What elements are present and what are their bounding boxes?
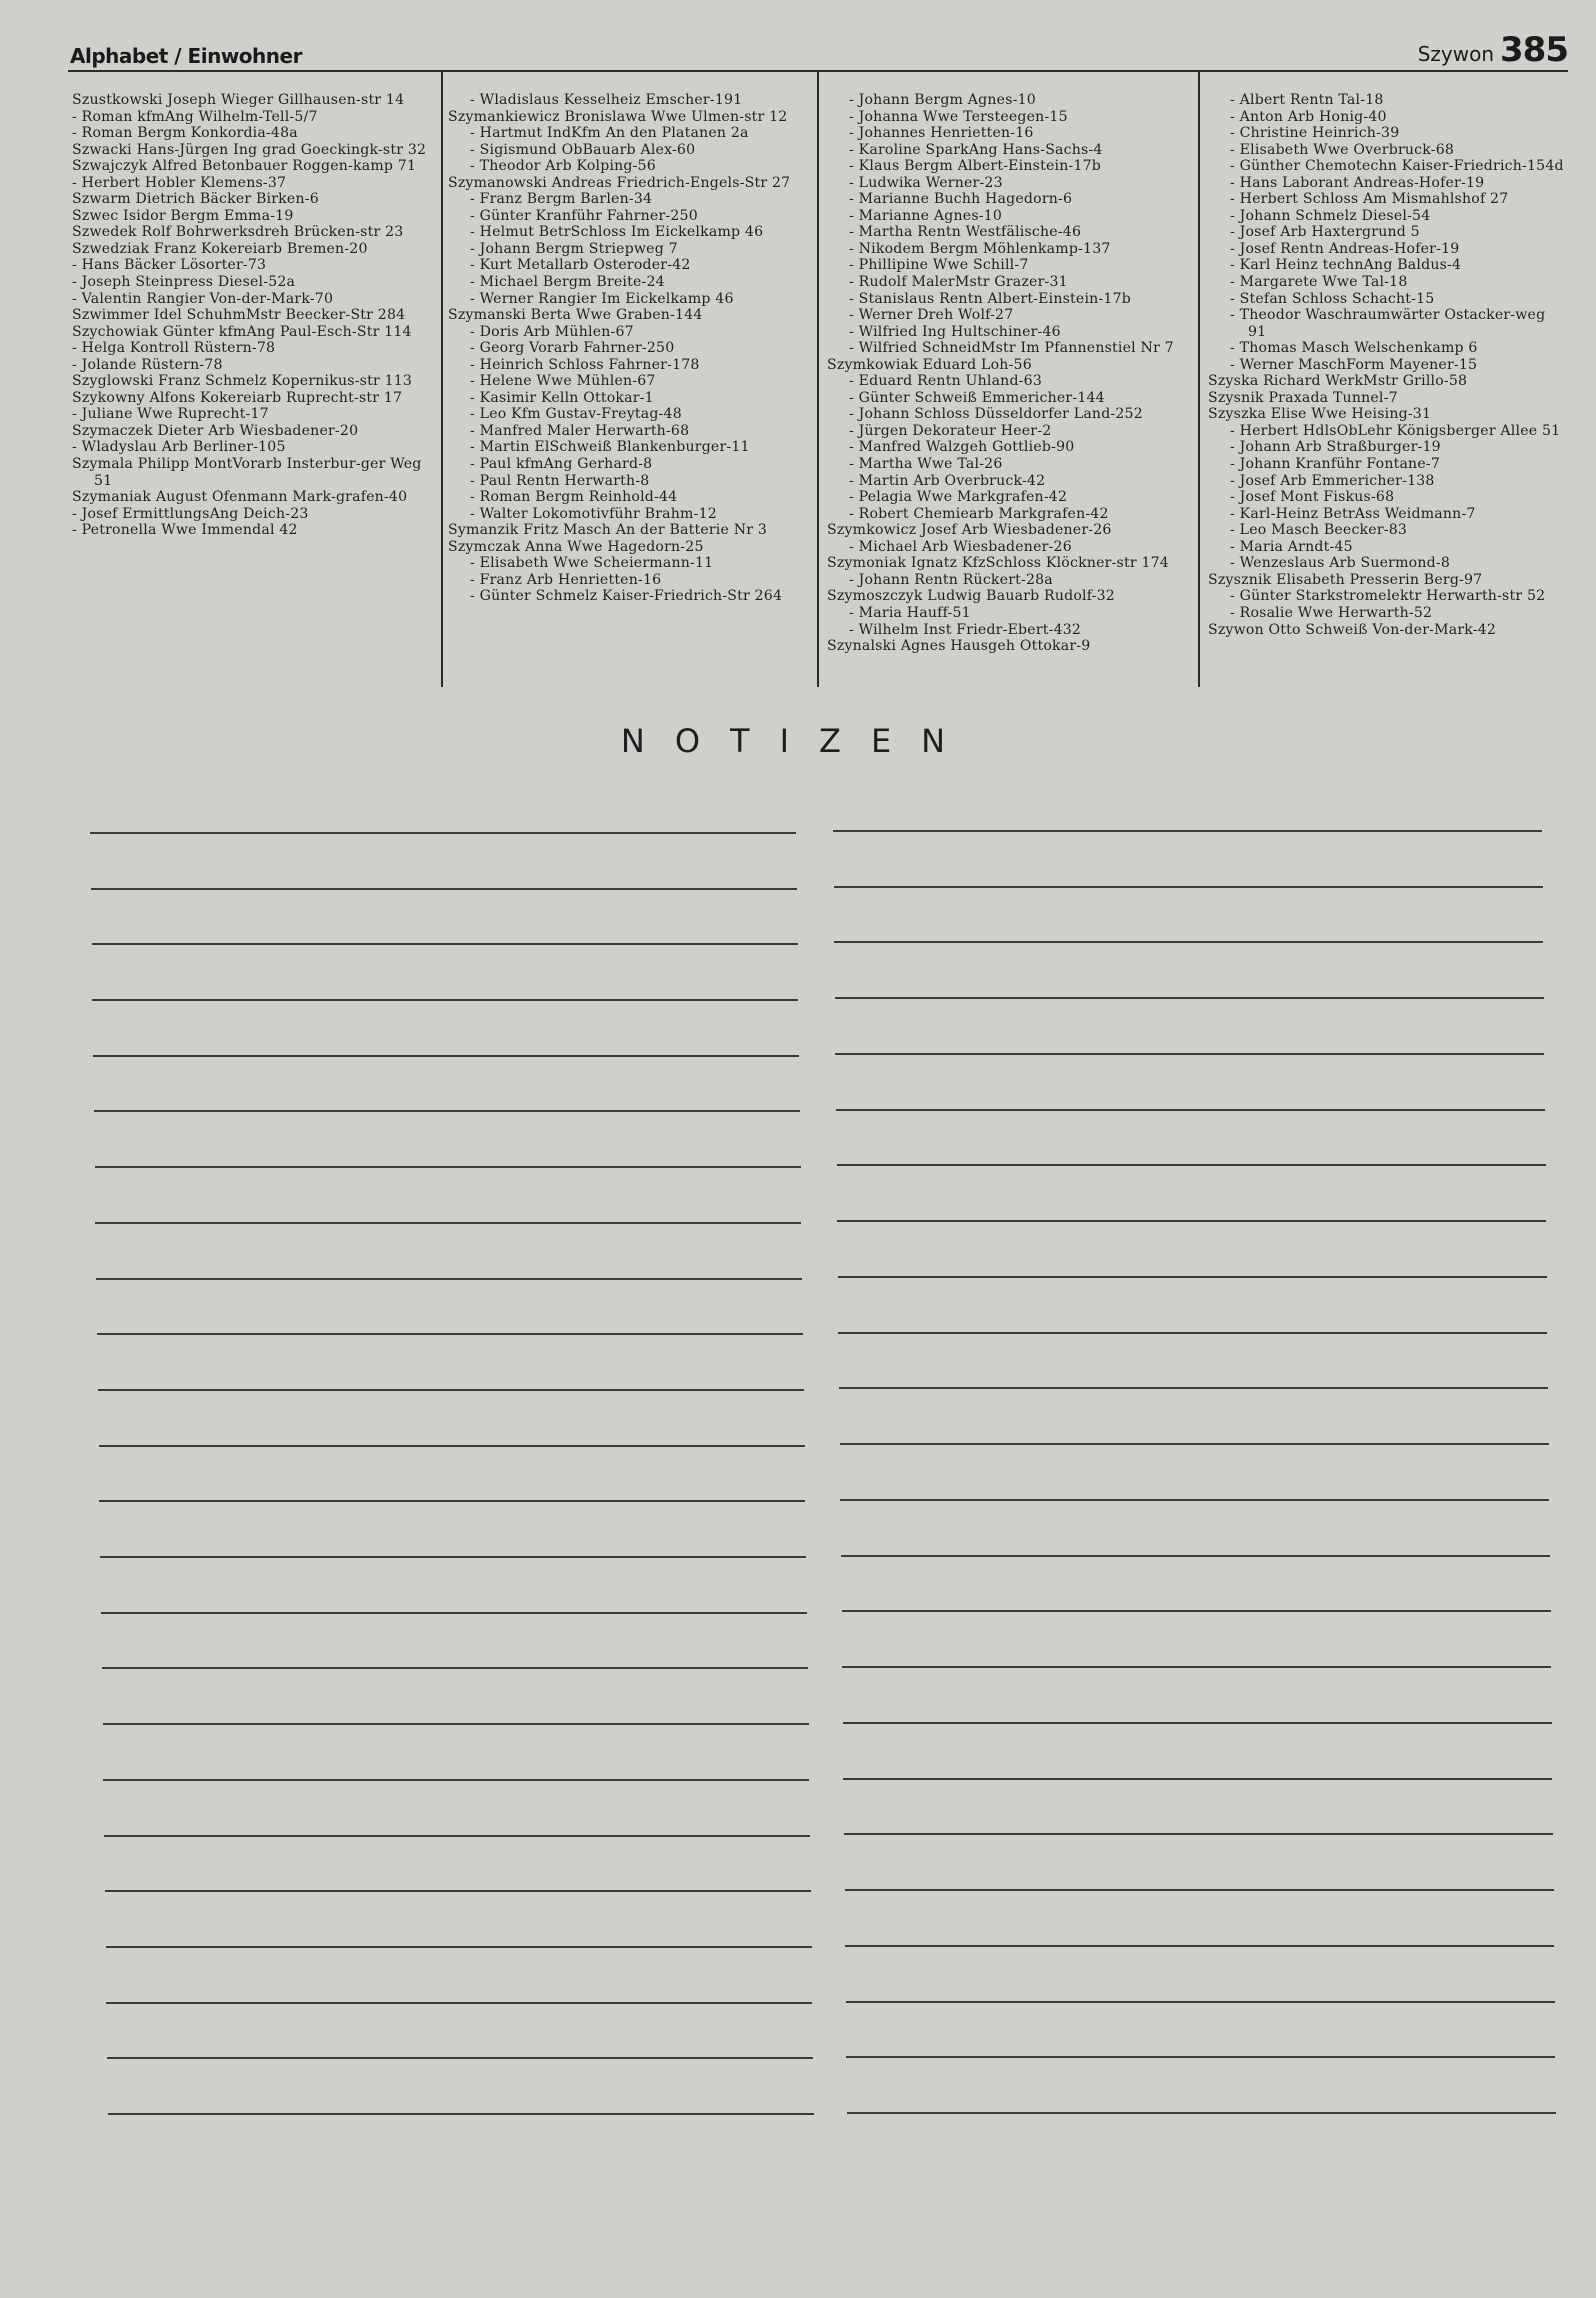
directory-entry: - Rosalie Wwe Herwarth-52 [1230, 604, 1433, 621]
directory-entry: - Günter Starkstromelektr Herwarth-str 52 [1230, 588, 1546, 605]
directory-entry: - Christine Heinrich-39 [1230, 125, 1400, 142]
directory-entry: - Wenzeslaus Arb Suermond-8 [1230, 555, 1450, 572]
directory-entry: - Johann Schloss Düsseldorfer Land-252 [849, 406, 1143, 423]
note-line[interactable] [834, 886, 1543, 888]
directory-entry: - Franz Bergm Barlen-34 [470, 191, 653, 208]
directory-entry: - Günter Schweiß Emmericher-144 [849, 389, 1105, 406]
directory-entry: Szymala Philipp MontVorarb Insterbur-ger Weg 51 [72, 456, 422, 489]
directory-entry: - Paul kfmAng Gerhard-8 [470, 456, 653, 473]
directory-entry: - Karl Heinz technAng Baldus-4 [1230, 257, 1462, 274]
directory-entry: Szymczak Anna Wwe Hagedorn-25 [448, 538, 704, 555]
directory-entry: - Roman Bergm Konkordia-48a [72, 125, 298, 142]
directory-entry: Szymankiewicz Bronislawa Wwe Ulmen-str 12 [448, 108, 788, 125]
directory-column-3 [827, 92, 1187, 655]
directory-entry: - Sigismund ObBauarb Alex-60 [470, 141, 696, 158]
note-line[interactable] [839, 1387, 1548, 1389]
directory-entry: Szwec Isidor Bergm Emma-19 [72, 207, 294, 224]
directory-entry: - Martin ElSchweiß Blankenburger-11 [470, 439, 750, 456]
directory-entry: - Paul Rentn Herwarth-8 [470, 472, 650, 489]
directory-entry: - Thomas Masch Welschenkamp 6 [1230, 340, 1478, 357]
directory-entry: Szymkowiak Eduard Loh-56 [827, 356, 1032, 373]
directory-entry: - Herbert Schloss Am Mismahlshof 27 [1230, 191, 1509, 208]
note-line[interactable] [101, 1612, 807, 1614]
note-line[interactable] [841, 1555, 1550, 1557]
directory-entry: - Martin Arb Overbruck-42 [849, 472, 1046, 489]
note-line[interactable] [842, 1666, 1551, 1668]
directory-entry: - Josef Rentn Andreas-Hofer-19 [1230, 240, 1460, 257]
directory-entry: Szykowny Alfons Kokereiarb Ruprecht-str 17 [72, 389, 403, 406]
directory-entry: Szymoniak Ignatz KfzSchloss Klöckner-str 174 [827, 555, 1169, 572]
note-line[interactable] [100, 1556, 806, 1558]
directory-entry: - Johann Kranführ Fontane-7 [1230, 456, 1441, 473]
directory-entry: - Wilfried SchneidMstr Im Pfannenstiel Nr 7 [849, 340, 1174, 357]
directory-entry: - Werner Rangier Im Eickelkamp 46 [470, 290, 734, 307]
directory-entry: - Kurt Metallarb Osteroder-42 [470, 257, 691, 274]
note-line[interactable] [838, 1276, 1547, 1278]
directory-entry: - Karl-Heinz BetrAss Weidmann-7 [1230, 505, 1476, 522]
directory-entry: - Roman Bergm Reinhold-44 [470, 489, 678, 506]
directory-entry: Symanzik Fritz Masch An der Batterie Nr 3 [448, 522, 768, 539]
note-line[interactable] [105, 1890, 811, 1892]
directory-entry: - Manfred Maler Herwarth-68 [470, 422, 690, 439]
directory-entry: - Helmut BetrSchloss Im Eickelkamp 46 [470, 224, 764, 241]
directory-entry: - Petronella Wwe Immendal 42 [72, 522, 298, 539]
directory-entry: - Georg Vorarb Fahrner-250 [470, 340, 675, 357]
directory-entry: - Jürgen Dekorateur Heer-2 [849, 422, 1052, 439]
directory-entry: - Helga Kontroll Rüstern-78 [72, 340, 276, 357]
directory-entry: - Wilfried Ing Hultschiner-46 [849, 323, 1061, 340]
directory-entry: Szymkowicz Josef Arb Wiesbadener-26 [827, 522, 1112, 539]
notes-heading: NOTIZEN [620, 722, 976, 760]
note-line[interactable] [91, 888, 797, 890]
directory-entry: Szymanowski Andreas Friedrich-Engels-Str 27 [448, 174, 791, 191]
directory-entry: Szustkowski Joseph Wieger Gillhausen-str 14 [72, 92, 405, 108]
directory-entry: - Johann Schmelz Diesel-54 [1230, 207, 1431, 224]
note-line[interactable] [95, 1222, 801, 1224]
directory-entry: - Albert Rentn Tal-18 [1230, 92, 1384, 108]
directory-entry: - Walter Lokomotivführ Brahm-12 [470, 505, 717, 522]
directory-entry: - Nikodem Bergm Möhlenkamp-137 [849, 240, 1111, 257]
section-title: Alphabet / Einwohner [70, 44, 302, 68]
directory-entry: Szwarm Dietrich Bäcker Birken-6 [72, 191, 319, 208]
directory-entry: - Jolande Rüstern-78 [72, 356, 223, 373]
note-line[interactable] [107, 2057, 813, 2059]
directory-entry: - Ludwika Werner-23 [849, 174, 1003, 191]
directory-column-1 [72, 92, 430, 539]
note-line[interactable] [90, 832, 796, 834]
directory-entry: - Hans Bäcker Lösorter-73 [72, 257, 267, 274]
directory-entry: - Wladyslau Arb Berliner-105 [72, 439, 286, 456]
directory-column-2 [448, 92, 806, 605]
note-line[interactable] [846, 2056, 1555, 2058]
directory-entry: - Franz Arb Henrietten-16 [470, 571, 662, 588]
note-line[interactable] [96, 1278, 802, 1280]
directory-entry: Szychowiak Günter kfmAng Paul-Esch-Str 114 [72, 323, 412, 340]
directory-entry: - Johann Bergm Agnes-10 [849, 92, 1036, 108]
column-divider [1198, 70, 1200, 687]
note-line[interactable] [835, 1053, 1544, 1055]
directory-entry: - Michael Bergm Breite-24 [470, 274, 665, 291]
note-line[interactable] [97, 1333, 803, 1335]
directory-entry: - Günter Kranführ Fahrner-250 [470, 207, 698, 224]
directory-entry: - Herbert HdlsObLehr Königsberger Allee 51 [1230, 422, 1561, 439]
directory-entry: - Günter Schmelz Kaiser-Friedrich-Str 264 [470, 588, 783, 605]
note-line[interactable] [93, 1055, 799, 1057]
directory-entry: - Josef Mont Fiskus-68 [1230, 489, 1395, 506]
directory-entry: - Josef ErmittlungsAng Deich-23 [72, 505, 309, 522]
directory-entry: - Pelagia Wwe Markgrafen-42 [849, 489, 1068, 506]
note-line[interactable] [845, 1889, 1554, 1891]
note-line[interactable] [838, 1332, 1547, 1334]
directory-entry: - Doris Arb Mühlen-67 [470, 323, 634, 340]
page-header [68, 30, 1568, 72]
directory-entry: - Johanna Wwe Tersteegen-15 [849, 108, 1068, 125]
directory-entry: - Josef Arb Emmericher-138 [1230, 472, 1435, 489]
directory-entry: - Klaus Bergm Albert-Einstein-17b [849, 158, 1101, 175]
note-line[interactable] [835, 997, 1544, 999]
note-line[interactable] [94, 1110, 800, 1112]
directory-entry: Szwajczyk Alfred Betonbauer Roggen-kamp 71 [72, 158, 417, 175]
note-line[interactable] [104, 1835, 810, 1837]
directory-entry: - Margarete Wwe Tal-18 [1230, 274, 1408, 291]
directory-entry: - Wilhelm Inst Friedr-Ebert-432 [849, 621, 1082, 638]
note-line[interactable] [99, 1445, 805, 1447]
directory-entry: - Josef Arb Haxtergrund 5 [1230, 224, 1420, 241]
directory-entry: Szwimmer Idel SchuhmMstr Beecker-Str 284 [72, 307, 406, 324]
directory-entry: - Valentin Rangier Von-der-Mark-70 [72, 290, 334, 307]
directory-entry: - Helene Wwe Mühlen-67 [470, 373, 656, 390]
directory-entry: - Anton Arb Honig-40 [1230, 108, 1387, 125]
directory-entry: Szysznik Elisabeth Presserin Berg-97 [1208, 571, 1483, 588]
note-line[interactable] [92, 999, 798, 1001]
directory-entry: Szynalski Agnes Hausgeh Ottokar-9 [827, 638, 1091, 655]
note-line[interactable] [843, 1722, 1552, 1724]
note-line[interactable] [843, 1778, 1552, 1780]
directory-entry: - Elisabeth Wwe Scheiermann-11 [470, 555, 714, 572]
note-line[interactable] [103, 1723, 809, 1725]
directory-entry: - Martha Wwe Tal-26 [849, 456, 1003, 473]
directory-entry: - Eduard Rentn Uhland-63 [849, 373, 1042, 390]
directory-entry: - Werner MaschForm Mayener-15 [1230, 356, 1478, 373]
directory-entry: Szysnik Praxada Tunnel-7 [1208, 389, 1398, 406]
directory-entry: - Theodor Arb Kolping-56 [470, 158, 656, 175]
note-line[interactable] [106, 1946, 812, 1948]
directory-entry: - Wladislaus Kesselheiz Emscher-191 [470, 92, 743, 108]
directory-entry: Szwacki Hans-Jürgen Ing grad Goeckingk-str 32 [72, 141, 427, 158]
directory-entry: - Theodor Waschraumwärter Ostacker-weg 91 [1230, 307, 1546, 340]
directory-entry: - Kasimir Kelln Ottokar-1 [470, 389, 654, 406]
directory-entry: - Elisabeth Wwe Overbruck-68 [1230, 141, 1455, 158]
column-divider [817, 70, 819, 687]
directory-entry: - Juliane Wwe Ruprecht-17 [72, 406, 269, 423]
directory-entry: - Maria Arndt-45 [1230, 538, 1353, 555]
directory-entry: Szymoszczyk Ludwig Bauarb Rudolf-32 [827, 588, 1115, 605]
directory-entry: Szyglowski Franz Schmelz Kopernikus-str 113 [72, 373, 413, 390]
directory-entry: Szymaczek Dieter Arb Wiesbadener-20 [72, 422, 359, 439]
keyword-label: Szywon [1417, 42, 1495, 66]
directory-entry: - Johannes Henrietten-16 [849, 125, 1034, 142]
directory-entry: - Werner Dreh Wolf-27 [849, 307, 1014, 324]
note-line[interactable] [108, 2113, 814, 2115]
note-line[interactable] [846, 2001, 1555, 2003]
directory-entry: - Robert Chemiearb Markgrafen-42 [849, 505, 1109, 522]
directory-entry: Szwedziak Franz Kokereiarb Bremen-20 [72, 240, 368, 257]
directory-entry: Szwedek Rolf Bohrwerksdreh Brücken-str 23 [72, 224, 404, 241]
directory-entry: - Leo Masch Beecker-83 [1230, 522, 1408, 539]
note-line[interactable] [847, 2112, 1556, 2114]
note-line[interactable] [845, 1945, 1554, 1947]
note-line[interactable] [837, 1164, 1546, 1166]
directory-entry: - Johann Arb Straßburger-19 [1230, 439, 1441, 456]
directory-entry: - Johann Rentn Rückert-28a [849, 571, 1053, 588]
directory-entry: - Joseph Steinpress Diesel-52a [72, 274, 296, 291]
directory-entry: - Stefan Schloss Schacht-15 [1230, 290, 1435, 307]
directory-entry: - Johann Bergm Striepweg 7 [470, 240, 678, 257]
note-line[interactable] [840, 1499, 1549, 1501]
note-line[interactable] [103, 1779, 809, 1781]
directory-entry: - Karoline SparkAng Hans-Sachs-4 [849, 141, 1103, 158]
directory-entry: - Rudolf MalerMstr Grazer-31 [849, 274, 1068, 291]
note-line[interactable] [834, 941, 1543, 943]
note-line[interactable] [106, 2002, 812, 2004]
note-line[interactable] [836, 1109, 1545, 1111]
directory-entry: Szyska Richard WerkMstr Grillo-58 [1208, 373, 1468, 390]
note-line[interactable] [840, 1443, 1549, 1445]
note-line[interactable] [95, 1166, 801, 1168]
directory-entry: - Marianne Agnes-10 [849, 207, 1003, 224]
note-line[interactable] [842, 1610, 1551, 1612]
directory-entry: - Michael Arb Wiesbadener-26 [849, 538, 1072, 555]
directory-entry: - Martha Rentn Westfälische-46 [849, 224, 1082, 241]
running-head [1418, 30, 1568, 70]
note-line[interactable] [837, 1220, 1546, 1222]
directory-entry: - Heinrich Schloss Fahrner-178 [470, 356, 700, 373]
directory-entry: - Maria Hauff-51 [849, 604, 971, 621]
directory-entry: - Stanislaus Rentn Albert-Einstein-17b [849, 290, 1131, 307]
note-line[interactable] [98, 1389, 804, 1391]
note-line[interactable] [833, 830, 1542, 832]
column-divider [441, 70, 443, 687]
directory-entry: - Roman kfmAng Wilhelm-Tell-5/7 [72, 108, 318, 125]
directory-entry: - Leo Kfm Gustav-Freytag-48 [470, 406, 682, 423]
note-line[interactable] [99, 1500, 805, 1502]
directory-entry: - Herbert Hobler Klemens-37 [72, 174, 287, 191]
directory-entry: Szymaniak August Ofenmann Mark-grafen-40 [72, 489, 408, 506]
directory-entry: - Hans Laborant Andreas-Hofer-19 [1230, 174, 1485, 191]
directory-entry: - Marianne Buchh Hagedorn-6 [849, 191, 1073, 208]
directory-entry: - Günther Chemotechn Kaiser-Friedrich-154d [1230, 158, 1564, 175]
directory-column-4 [1208, 92, 1564, 638]
note-line[interactable] [92, 943, 798, 945]
directory-entry: Szywon Otto Schweiß Von-der-Mark-42 [1208, 621, 1497, 638]
directory-entry: Szyszka Elise Wwe Heising-31 [1208, 406, 1432, 423]
page-number: 385 [1500, 30, 1568, 70]
note-line[interactable] [844, 1833, 1553, 1835]
directory-entry: - Hartmut IndKfm An den Platanen 2a [470, 125, 749, 142]
directory-entry: - Manfred Walzgeh Gottlieb-90 [849, 439, 1075, 456]
note-line[interactable] [102, 1667, 808, 1669]
directory-entry: - Phillipine Wwe Schill-7 [849, 257, 1029, 274]
directory-entry: Szymanski Berta Wwe Graben-144 [448, 307, 703, 324]
